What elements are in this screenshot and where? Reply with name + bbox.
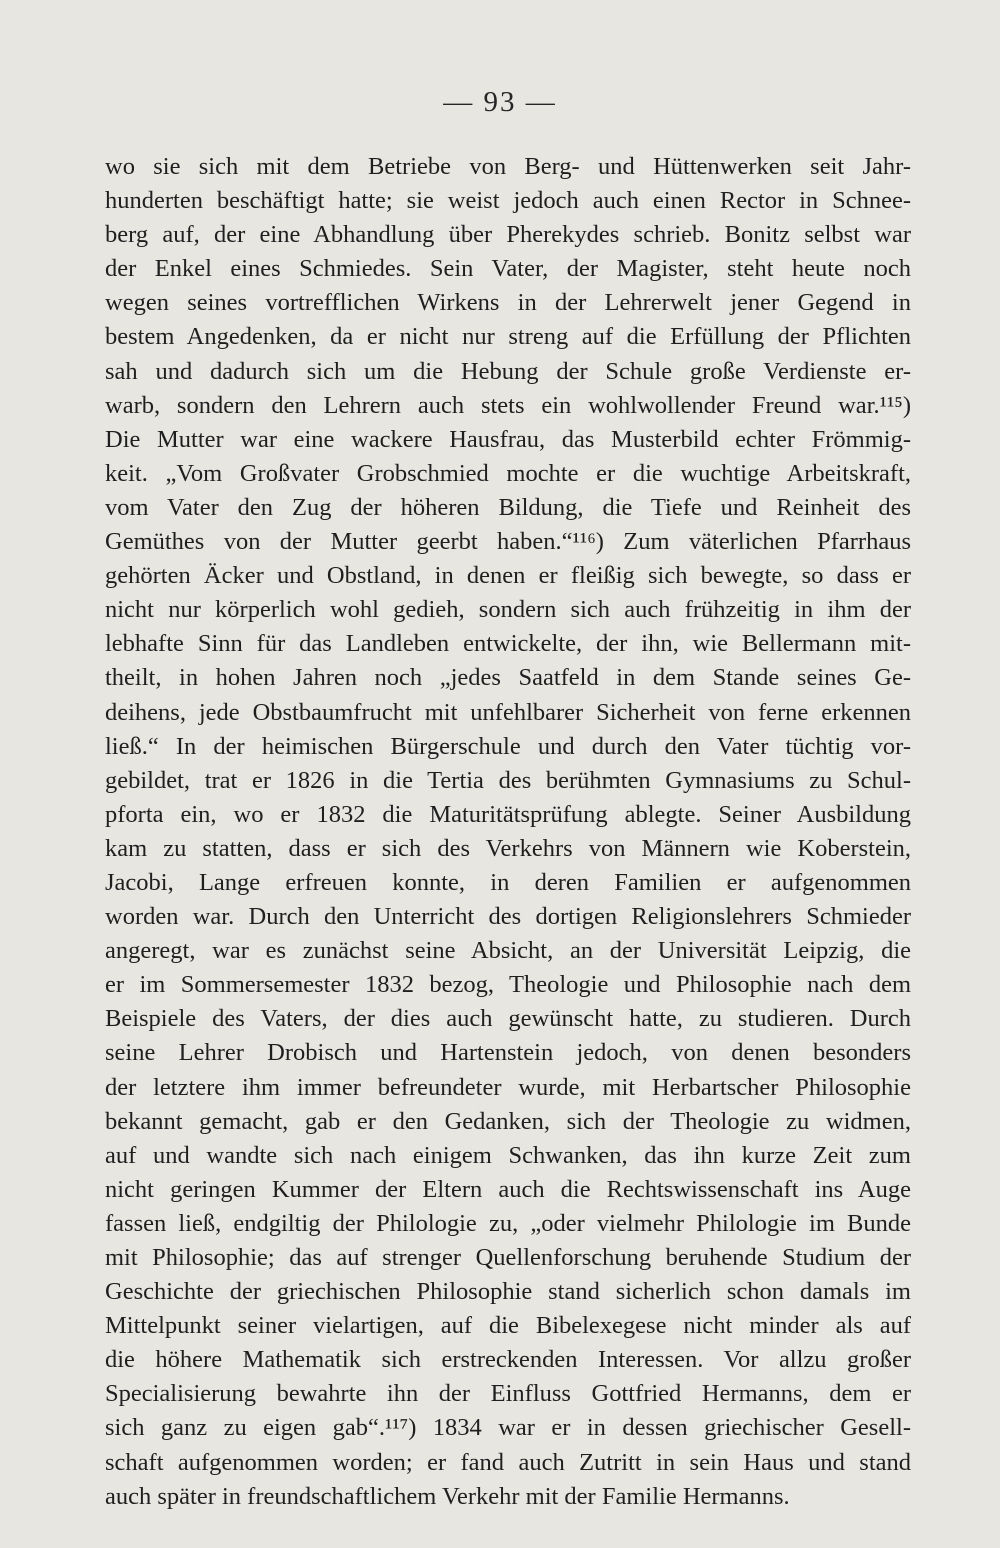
text-line: Beispiele des Vaters, der dies auch gewünscht hatte, zu studieren. Durch (105, 1005, 911, 1033)
text-line: vom Vater den Zug der höheren Bildung, die Tiefe und Reinheit des (105, 493, 911, 521)
text-line: gebildet, trat er 1826 in die Tertia des berühmten Gymnasiums zu Schul- (105, 766, 911, 794)
text-line: schaft aufgenommen worden; er fand auch Zutritt in sein Haus und stand (105, 1448, 911, 1476)
text-line: wegen seines vortrefflichen Wirkens in der Lehrerwelt jener Gegend in (105, 289, 911, 317)
text-line: die höhere Mathematik sich erstreckenden Interessen. Vor allzu großer (105, 1346, 911, 1374)
text-line: hunderten beschäftigt hatte; sie weist jedoch auch einen Rector in Schnee- (105, 187, 911, 215)
text-line: er im Sommersemester 1832 bezog, Theologie und Philosophie nach dem (105, 971, 911, 999)
text-line: keit. „Vom Großvater Grobschmied mochte er die wuchtige Arbeitskraft, (105, 459, 911, 487)
text-line: Geschichte der griechischen Philosophie stand sicherlich schon damals im (105, 1278, 911, 1306)
text-line: seine Lehrer Drobisch und Hartenstein jedoch, von denen besonders (105, 1039, 911, 1067)
text-line: sah und dadurch sich um die Hebung der Schule große Verdienste er- (105, 357, 911, 385)
text-line: mit Philosophie; das auf strenger Quellenforschung beruhende Studium der (105, 1244, 911, 1271)
text-line: Gemüthes von der Mutter geerbt haben.“¹¹⁶) Zum väterlichen Pfarrhaus (105, 528, 911, 556)
text-line: Specialisierung bewahrte ihn der Einfluss Gottfried Hermanns, dem er (105, 1380, 911, 1408)
text-line: bekannt gemacht, gab er den Gedanken, sich der Theologie zu widmen, (105, 1107, 911, 1135)
page-number: — 93 — (443, 86, 557, 118)
text-line: der letztere ihm immer befreundeter wurde, mit Herbartscher Philosophie (105, 1073, 911, 1101)
text-line: ließ.“ In der heimischen Bürgerschule und durch den Vater tüchtig vor- (105, 732, 911, 760)
text-line: warb, sondern den Lehrern auch stets ein wohlwollender Freund war.¹¹⁵) (105, 391, 911, 419)
text-line: lebhafte Sinn für das Landleben entwickelte, der ihn, wie Bellermann mit- (105, 630, 911, 658)
text-line: Jacobi, Lange erfreuen konnte, in deren Familien er aufgenommen (105, 868, 911, 896)
text-line: auf und wandte sich nach einigem Schwanken, das ihn kurze Zeit zum (105, 1141, 911, 1169)
text-line: der Enkel eines Schmiedes. Sein Vater, der Magister, steht heute noch (105, 255, 911, 283)
text-line: pforta ein, wo er 1832 die Maturitätsprüfung ablegte. Seiner Ausbildung (105, 800, 911, 828)
text-line: deihens, jede Obstbaumfrucht mit unfehlbarer Sicherheit von ferne erkennen (105, 698, 911, 726)
text-line: Die Mutter war eine wackere Hausfrau, das Musterbild echter Frömmig- (105, 425, 911, 453)
text-line: nicht nur körperlich wohl gedieh, sondern sich auch frühzeitig in ihm der (105, 596, 911, 624)
text-line: Mittelpunkt seiner vielartigen, auf die Bibelexegese nicht minder als auf (105, 1312, 911, 1340)
body-text (105, 150, 911, 1514)
text-line: wo sie sich mit dem Betriebe von Berg- und Hüttenwerken seit Jahr- (105, 153, 911, 180)
text-line: bestem Angedenken, da er nicht nur streng auf die Erfüllung der Pflichten (105, 323, 911, 351)
text-line: angeregt, war es zunächst seine Absicht, an der Universität Leipzig, die (105, 937, 911, 965)
text-line: nicht geringen Kummer der Eltern auch die Rechtswissenschaft ins Auge (105, 1175, 911, 1203)
text-line: sich ganz zu eigen gab“.¹¹⁷) 1834 war er in dessen griechischer Gesell- (105, 1414, 911, 1442)
text-line: worden war. Durch den Unterricht des dortigen Religionslehrers Schmieder (105, 903, 911, 931)
text-line: gehörten Äcker und Obstland, in denen er fleißig sich bewegte, so dass er (105, 562, 911, 590)
text-line: theilt, in hohen Jahren noch „jedes Saatfeld in dem Stande seines Ge- (105, 664, 911, 692)
text-line: fassen ließ, endgiltig der Philologie zu, „oder vielmehr Philologie im Bunde (105, 1209, 911, 1237)
text-line: berg auf, der eine Abhandlung über Pherekydes schrieb. Bonitz selbst war (105, 221, 911, 249)
text-line: kam zu statten, dass er sich des Verkehrs von Männern wie Koberstein, (105, 834, 911, 862)
text-line: auch später in freundschaftlichem Verkehr mit der Familie Hermanns. (105, 1482, 790, 1510)
